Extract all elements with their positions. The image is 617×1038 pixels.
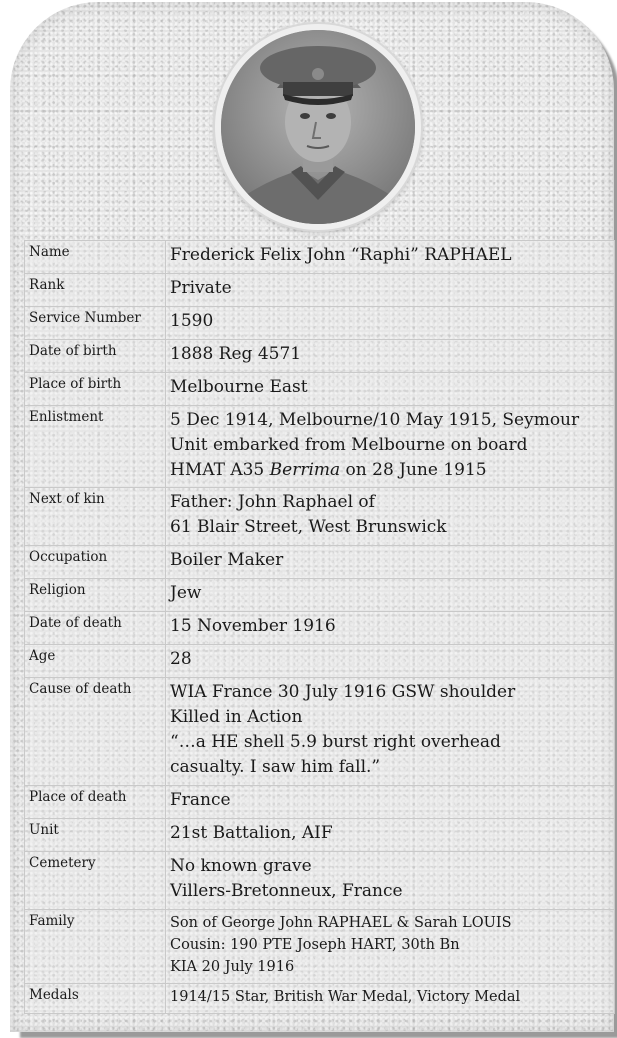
soldier-portrait xyxy=(221,30,415,224)
row-family xyxy=(25,910,615,984)
row-unit xyxy=(25,819,615,852)
label-enlistment: Enlistment xyxy=(25,406,166,488)
value-name xyxy=(166,241,615,274)
service-record-table xyxy=(24,240,615,1014)
value-line: 28 xyxy=(170,649,192,669)
value-line: No known grave xyxy=(170,856,312,876)
value-line: Jew xyxy=(170,583,202,603)
row-enlistment xyxy=(25,406,615,488)
label-religion: Religion xyxy=(25,579,166,612)
value-next-of-kin xyxy=(166,488,615,546)
label-cemetery: Cemetery xyxy=(25,852,166,910)
value-place-of-birth xyxy=(166,373,615,406)
label-age: Age xyxy=(25,645,166,678)
label-date-of-death: Date of death xyxy=(25,612,166,645)
value-line: HMAT A35 Berrima on 28 June 1915 xyxy=(170,460,487,480)
value-unit xyxy=(166,819,615,852)
row-cause-of-death xyxy=(25,678,615,786)
row-place-of-birth xyxy=(25,373,615,406)
value-cause-of-death xyxy=(166,678,615,786)
value-date-of-death xyxy=(166,612,615,645)
value-line: Villers-Bretonneux, France xyxy=(170,881,403,901)
label-cause-of-death: Cause of death xyxy=(25,678,166,786)
value-line: Boiler Maker xyxy=(170,550,284,570)
value-line: Son of George John RAPHAEL & Sarah LOUIS xyxy=(170,915,512,931)
value-family xyxy=(166,910,615,984)
value-line: Father: John Raphael of xyxy=(170,492,375,512)
value-line: Unit embarked from Melbourne on board xyxy=(170,435,528,455)
value-line: 5 Dec 1914, Melbourne/10 May 1915, Seymour xyxy=(170,410,580,430)
value-line: 1888 Reg 4571 xyxy=(170,344,302,364)
value-place-of-death xyxy=(166,786,615,819)
label-occupation: Occupation xyxy=(25,546,166,579)
value-age xyxy=(166,645,615,678)
label-place-of-death: Place of death xyxy=(25,786,166,819)
row-next-of-kin xyxy=(25,488,615,546)
label-name: Name xyxy=(25,241,166,274)
value-occupation xyxy=(166,546,615,579)
value-service-number xyxy=(166,307,615,340)
value-cemetery xyxy=(166,852,615,910)
row-place-of-death xyxy=(25,786,615,819)
label-medals: Medals xyxy=(25,984,166,1014)
row-occupation xyxy=(25,546,615,579)
value-line: casualty. I saw him fall.” xyxy=(170,757,381,777)
label-service-number: Service Number xyxy=(25,307,166,340)
value-line: “…a HE shell 5.9 burst right overhead xyxy=(170,732,501,752)
value-line: KIA 20 July 1916 xyxy=(170,959,295,975)
row-rank xyxy=(25,274,615,307)
value-line: Melbourne East xyxy=(170,377,308,397)
value-line: 1590 xyxy=(170,311,214,331)
label-family: Family xyxy=(25,910,166,984)
row-age xyxy=(25,645,615,678)
value-date-of-birth xyxy=(166,340,615,373)
row-medals xyxy=(25,984,615,1014)
portrait-frame xyxy=(215,24,421,230)
row-date-of-death xyxy=(25,612,615,645)
value-line: 61 Blair Street, West Brunswick xyxy=(170,517,447,537)
value-line: Cousin: 190 PTE Joseph HART, 30th Bn xyxy=(170,937,460,953)
value-line: Private xyxy=(170,278,232,298)
value-line: 15 November 1916 xyxy=(170,616,336,636)
label-place-of-birth: Place of birth xyxy=(25,373,166,406)
label-next-of-kin: Next of kin xyxy=(25,488,166,546)
value-rank xyxy=(166,274,615,307)
value-line: Frederick Felix John “Raphi” RAPHAEL xyxy=(170,245,512,265)
row-date-of-birth xyxy=(25,340,615,373)
value-line: 21st Battalion, AIF xyxy=(170,823,333,843)
value-line: WIA France 30 July 1916 GSW shoulder xyxy=(170,682,516,702)
value-line: France xyxy=(170,790,231,810)
row-name xyxy=(25,241,615,274)
ship-name: Berrima xyxy=(269,460,341,480)
row-service-number xyxy=(25,307,615,340)
row-cemetery xyxy=(25,852,615,910)
label-date-of-birth: Date of birth xyxy=(25,340,166,373)
value-line: 1914/15 Star, British War Medal, Victory Medal xyxy=(170,989,521,1005)
value-enlistment xyxy=(166,406,615,488)
value-medals xyxy=(166,984,615,1014)
value-line: Killed in Action xyxy=(170,707,303,727)
value-religion xyxy=(166,579,615,612)
row-religion xyxy=(25,579,615,612)
label-unit: Unit xyxy=(25,819,166,852)
label-rank: Rank xyxy=(25,274,166,307)
